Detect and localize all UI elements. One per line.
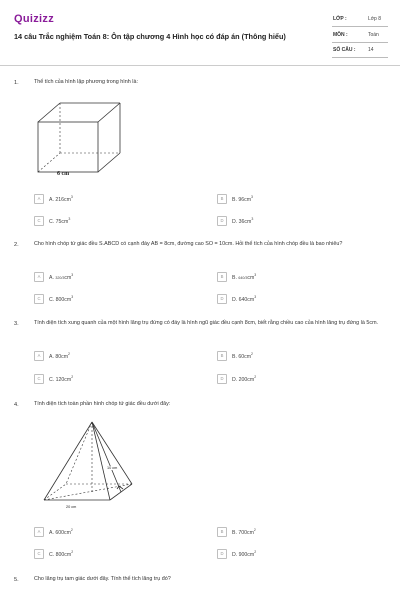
meta-class-key: LỚP : — [333, 16, 347, 22]
option-text: C. $75cm^3$ — [49, 217, 71, 225]
header-divider — [0, 65, 400, 66]
option-letter-box: D — [217, 294, 227, 304]
option-letter-box: A — [34, 351, 44, 361]
option-letter-box: A — [34, 194, 44, 204]
pyramid-slant-label: 10 cm — [107, 466, 118, 470]
option-letter-box: A — [34, 272, 44, 282]
option-letter-box: B — [217, 527, 227, 537]
meta-subject-value: Toán — [368, 32, 379, 38]
option-text: B. $96cm^3$ — [232, 195, 253, 203]
option-text: A. $80cm^2$ — [49, 352, 70, 360]
option-text: B. $60cm^2$ — [232, 352, 253, 360]
option-letter-box: D — [217, 216, 227, 226]
page-title: 14 câu Trắc nghiệm Toán 8: Ôn tập chương 4 Hình học có đáp án (Thông hiểu) — [14, 32, 286, 41]
option-letter-box: C — [34, 294, 44, 304]
meta-divider — [332, 26, 388, 27]
option-text: C. $120cm^2$ — [49, 375, 74, 383]
option-letter-box: C — [34, 216, 44, 226]
option-text: D. $640cm^3$ — [232, 295, 257, 303]
option-letter-box: D — [217, 549, 227, 559]
meta-count-key: SỐ CÂU : — [333, 47, 356, 53]
option-letter-box: B — [217, 194, 227, 204]
option-text: A. $216cm^3$ — [49, 195, 73, 203]
question-1-text: Thể tích của hình lập phương trong hình là: — [34, 79, 138, 85]
option-letter-box: B — [217, 351, 227, 361]
option-letter-box: C — [34, 374, 44, 384]
question-2-text: Cho hình chóp tứ giác đều S.ABCD có cạnh đáy AB = 8cm, đường cao SO = 10cm. Hỏi thể tích của hình chóp đều là bao nhiêu? — [34, 241, 343, 247]
option-text: D. $200cm^2$ — [232, 375, 257, 383]
question-4-number: 4. — [14, 402, 19, 408]
meta-count-value: 14 — [368, 47, 374, 53]
pyramid-base-label: 20 cm — [66, 505, 77, 509]
option-text: C. $800cm^3$ — [49, 295, 74, 303]
option-text: C. $800cm^2$ — [49, 550, 74, 558]
question-3-text: Tính diện tích xung quanh của một hình lăng trụ đứng có đáy là hình ngũ giác đều cạnh 8cm, biết rằng chiều cao của hình lăng trụ đứng là 5cm. — [34, 320, 379, 326]
cube-edge-label: 6 cm — [57, 171, 70, 177]
option-text: A. $600cm^2$ — [49, 528, 73, 536]
option-text: B. $700cm^2$ — [232, 528, 256, 536]
question-4-text: Tính diện tích toàn phần hình chóp tứ giác đều dưới đây: — [34, 401, 171, 407]
option-letter-box: C — [34, 549, 44, 559]
question-2-number: 2. — [14, 242, 19, 248]
question-5-number: 5. — [14, 577, 19, 583]
meta-class-value: Lớp 8 — [368, 16, 382, 22]
meta-divider — [332, 42, 388, 43]
option-letter-box: D — [217, 374, 227, 384]
cube-figure — [32, 95, 122, 185]
quizizz-logo: Quizizz — [14, 13, 54, 25]
pyramid-figure — [40, 418, 140, 510]
option-letter-box: A — [34, 527, 44, 537]
question-1-number: 1. — [14, 80, 19, 86]
option-text: A. $320/3cm^3$ — [49, 273, 74, 281]
meta-subject-key: MÔN : — [333, 32, 348, 38]
option-text: B. $640/3cm^3$ — [232, 273, 257, 281]
option-text: D. $900cm^2$ — [232, 550, 257, 558]
meta-divider — [332, 57, 388, 58]
option-letter-box: B — [217, 272, 227, 282]
question-3-number: 3. — [14, 321, 19, 327]
option-text: D. $36cm^3$ — [232, 217, 254, 225]
question-5-text: Cho lăng trụ tam giác dưới đây. Tính thể tích lăng trụ đó? — [34, 576, 171, 582]
